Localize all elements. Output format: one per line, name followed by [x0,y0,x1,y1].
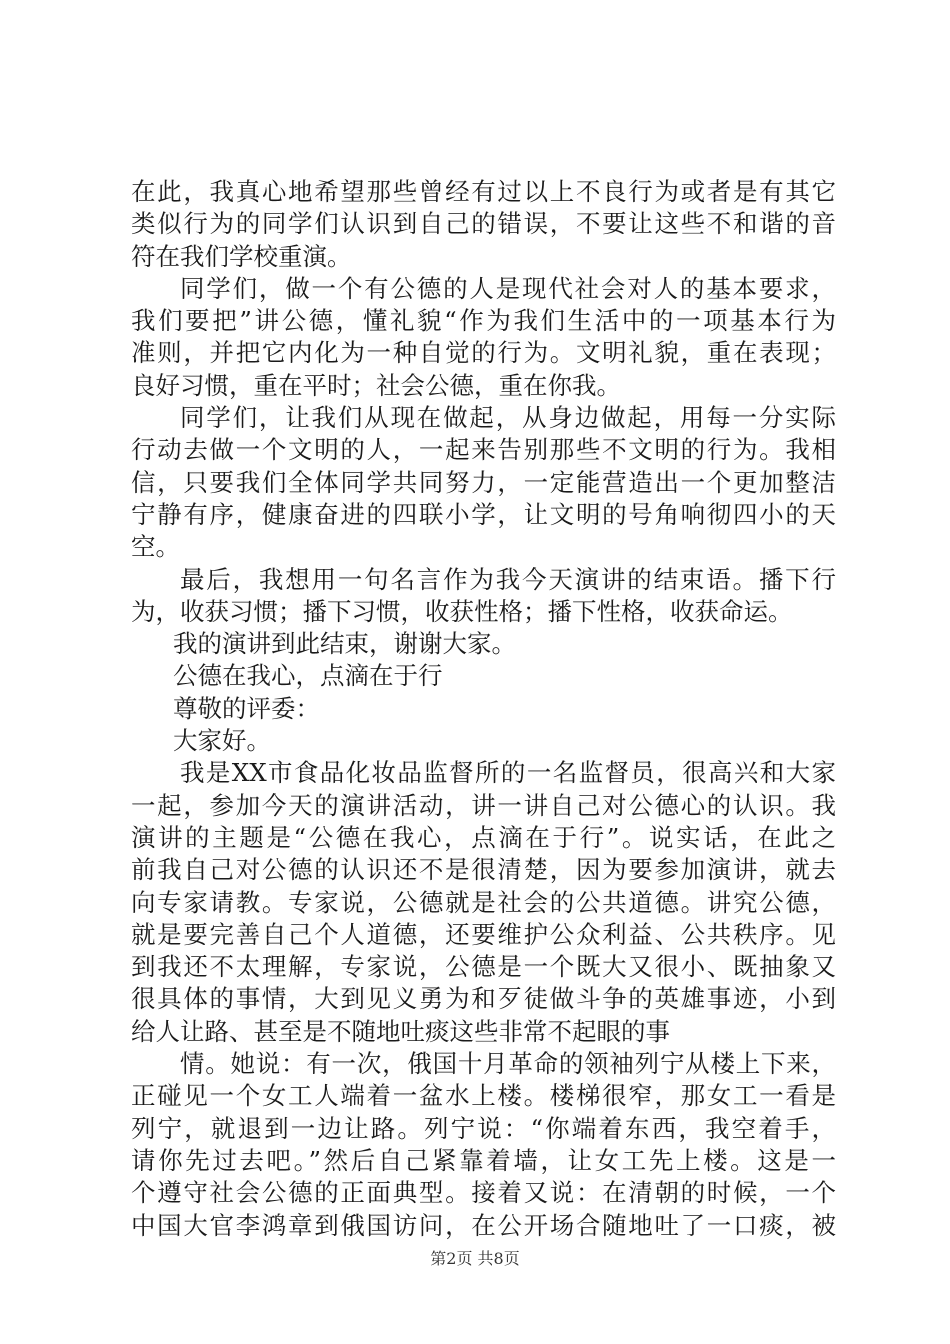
text-line: 前我自己对公德的认识还不是很清楚，因为要参加演讲，就去 [131,855,836,885]
text-line: 空。 [131,532,180,562]
text-line: 到我还不太理解，专家说，公德是一个既大又很小、既抽象又 [131,952,836,982]
text-line: 公德在我心，点滴在于行 [173,661,443,691]
text-line: 在此，我真心地希望那些曾经有过以上不良行为或者是有其它 [131,177,836,206]
text-line: 准则，并把它内化为一种自觉的行为。文明礼貌，重在表现； [131,338,836,368]
text-line: 向专家请教。专家说，公德就是社会的公共道德。讲究公德， [131,887,836,917]
text-line: 很具体的事情，大到见义勇为和歹徒做斗争的英雄事迹，小到 [131,984,836,1014]
text-line: 最后，我想用一句名言作为我今天演讲的结束语。播下行 [180,564,836,594]
text-line: 同学们，做一个有公德的人是现代社会对人的基本要求， [180,273,836,303]
text-line: 我是XX市食品化妆品监督所的一名监督员，很高兴和大家 [180,758,836,788]
text-line: 我的演讲到此结束，谢谢大家。 [173,629,516,659]
text-line: 我们要把”讲公德，懂礼貌“作为我们生活中的一项基本行为 [131,306,836,336]
text-line: 请你先过去吧。”然后自己紧靠着墙，让女工先上楼。这是一 [131,1145,836,1175]
text-line: 给人让路、甚至是不随地吐痰这些非常不起眼的事 [131,1016,670,1046]
text-line: 尊敬的评委： [173,693,320,723]
text-line: 演讲的主题是“公德在我心，点滴在于行”。说实话，在此之 [131,822,836,852]
text-line: 符在我们学校重演。 [131,241,352,271]
text-line: 情。她说：有一次，俄国十月革命的领袖列宁从楼上下来， [180,1049,836,1079]
document-body [131,176,836,1242]
text-line: 信，只要我们全体同学共同努力，一定能营造出一个更加整洁 [131,467,836,497]
text-line: 正碰见一个女工人端着一盆水上楼。楼梯很窄，那女工一看是 [131,1081,836,1111]
text-line: 一起，参加今天的演讲活动，讲一讲自己对公德心的认识。我 [131,790,836,820]
text-line: 为，收获习惯；播下习惯，收获性格；播下性格，收获命运。 [131,596,793,626]
text-line: 良好习惯，重在平时；社会公德，重在你我。 [131,370,621,400]
text-line: 同学们，让我们从现在做起，从身边做起，用每一分实际 [180,403,836,433]
text-line: 个遵守社会公德的正面典型。接着又说：在清朝的时候，一个 [131,1178,836,1208]
text-line: 类似行为的同学们认识到自己的错误，不要让这些不和谐的音 [131,209,836,239]
text-line: 就是要完善自己个人道德，还要维护公众利益、公共秩序。见 [131,919,836,949]
text-line: 宁静有序，健康奋进的四联小学，让文明的号角响彻四小的天 [131,499,836,529]
text-line: 列宁，就退到一边让路。列宁说：“你端着东西，我空着手， [131,1113,836,1143]
text-line: 行动去做一个文明的人，一起来告别那些不文明的行为。我相 [131,435,836,465]
page-footer: 第2页 共8页 [430,1249,520,1268]
text-line: 中国大官李鸿章到俄国访问，在公开场合随地吐了一口痰，被 [131,1210,836,1240]
text-line: 大家好。 [173,726,271,756]
